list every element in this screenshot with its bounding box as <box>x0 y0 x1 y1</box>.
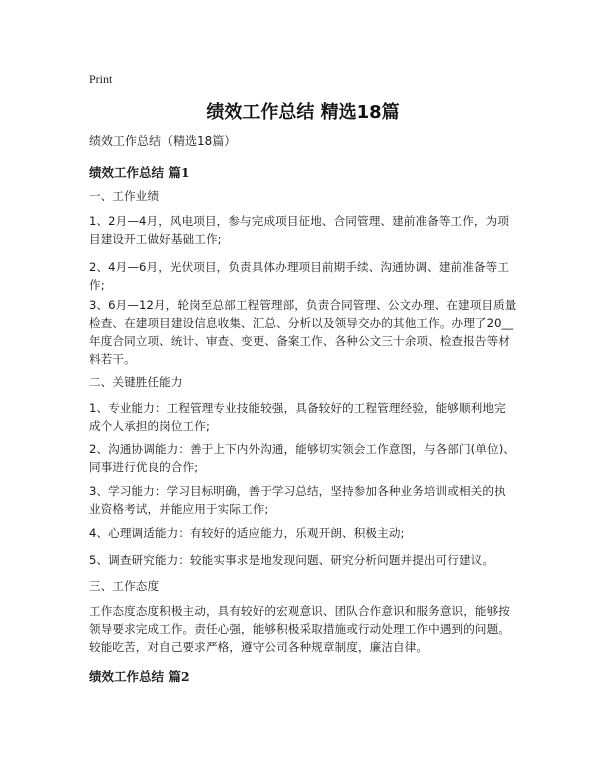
paragraph: 1、2月—4月，风电项目，参与完成项目征地、合同管理、建前准备等工作，为项目建设开工做好基础工作; <box>89 214 510 246</box>
print-label[interactable]: Print <box>89 72 113 86</box>
paragraph: 3、学习能力：学习目标明确，善于学习总结，坚持参加各种业务培训或相关的执业资格考试，并能应用于实际工作; <box>89 484 506 516</box>
document-title: 绩效工作总结 精选18篇 <box>206 102 400 123</box>
paragraph: 2、4月—6月，光伏项目，负责具体办理项目前期手续、沟通协调、建前准备等工作; <box>89 260 510 292</box>
paragraph: 4、心理调适能力：有较好的适应能力，乐观开朗、积极主动; <box>89 526 405 540</box>
paragraph: 3、6月—12月，轮岗至总部工程管理部，负责合同管理、公文办理、在建项目质量检查、在建项目建设信息收集、汇总、分析以及领导交办的其他工作。办理了20__年度合同立项、统计、审查、变更、备案工作、各种公文三十余项、检查报告等材料若干。 <box>89 298 517 366</box>
section-heading-2: 绩效工作总结 篇2 <box>89 669 190 684</box>
heading-work-performance: 一、工作业绩 <box>89 189 160 203</box>
paragraph: 1、专业能力：工程管理专业技能较强，具备较好的工程管理经验，能够顺利地完成个人承担的岗位工作; <box>89 401 506 433</box>
paragraph: 5、调查研究能力：较能实事求是地发现问题、研究分析问题并提出可行建议。 <box>89 553 495 567</box>
section-heading-1: 绩效工作总结 篇1 <box>89 165 190 180</box>
document-subtitle: 绩效工作总结（精选18篇） <box>89 134 237 148</box>
paragraph: 2、沟通协调能力：善于上下内外沟通，能够切实领会工作意图，与各部门(单位)、同事进行优良的合作; <box>89 442 516 474</box>
paragraph: 工作态度态度积极主动，具有较好的宏观意识、团队合作意识和服务意识，能够按领导要求完成工作。责任心强，能够积极采取措施或行动处理工作中遇到的问题。较能吃苦，对自己要求严格，遵守公司各种规章制度，廉洁自律。 <box>89 604 510 654</box>
heading-work-attitude: 三、工作态度 <box>89 579 160 593</box>
heading-key-competencies: 二、关键胜任能力 <box>89 375 183 389</box>
